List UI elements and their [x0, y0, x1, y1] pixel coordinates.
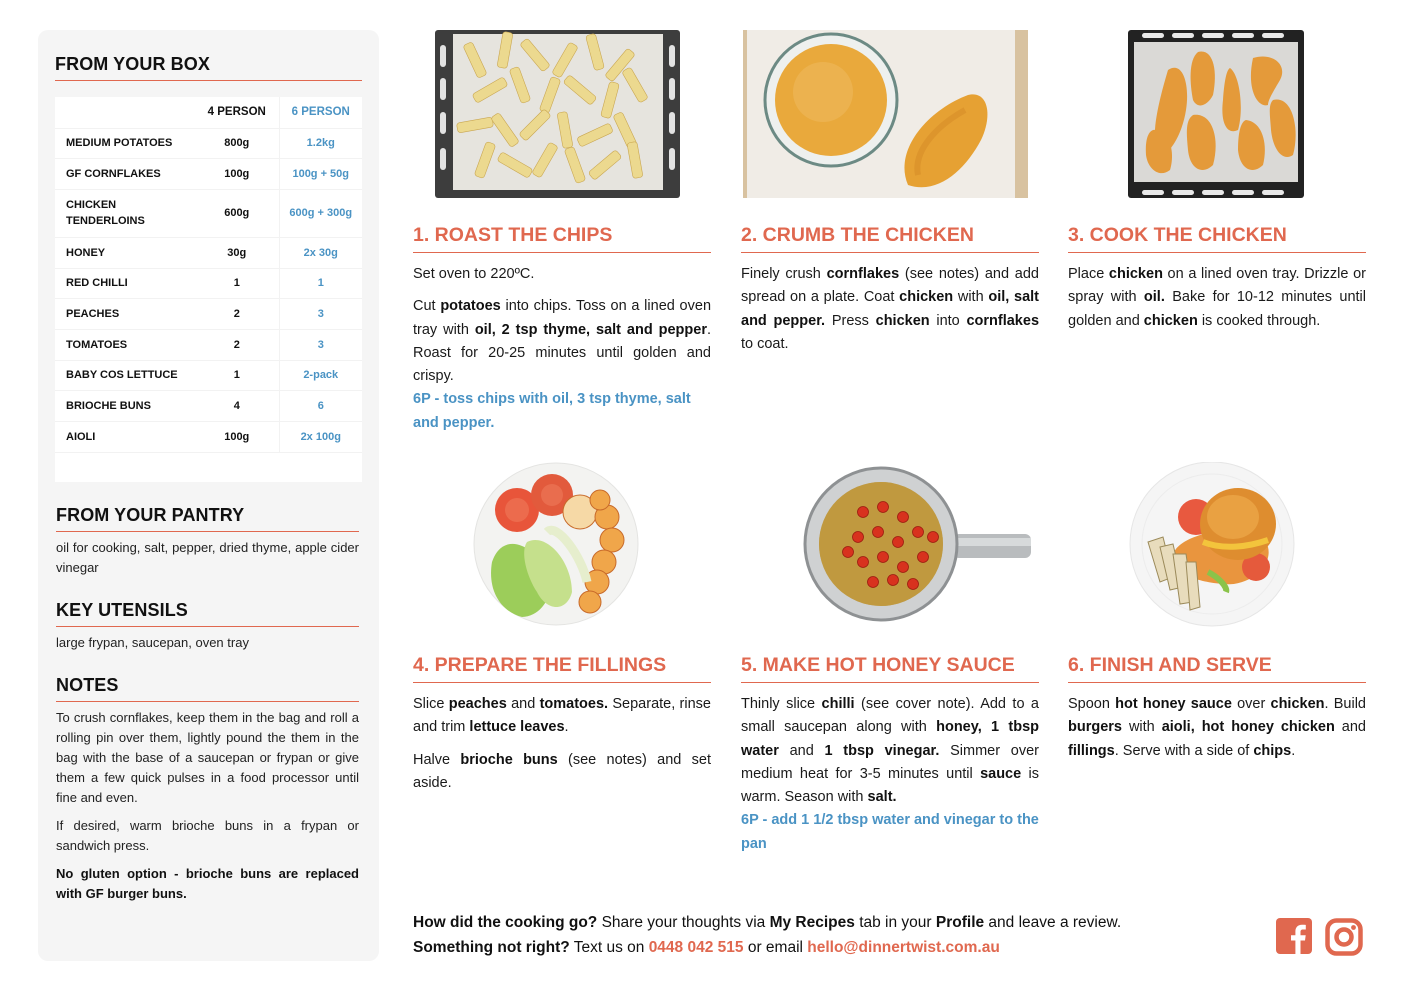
- pantry-text: oil for cooking, salt, pepper, dried thyme, apple cider vinegar: [56, 540, 359, 576]
- crumbed-chicken-image: [743, 30, 1028, 198]
- support-question: Something not right?: [413, 939, 570, 956]
- step-instructions: [413, 693, 711, 795]
- chilli-slice: [858, 557, 869, 568]
- step-6: [1068, 654, 1366, 763]
- ingredient-row: [55, 189, 362, 237]
- notes-section: [55, 675, 359, 904]
- ingredient-name: GF CORNFLAKES: [55, 159, 195, 190]
- six-person-note: 6P - add 1 1/2 tbsp water and vinegar to the pan: [741, 812, 1039, 852]
- ingredient-name: BRIOCHE BUNS: [55, 391, 195, 422]
- table-header-row: [55, 97, 362, 128]
- step-instructions: [741, 263, 1039, 356]
- quantity-4-person: 4: [195, 391, 279, 422]
- chilli-slice: [898, 512, 909, 523]
- quantity-6-person: 1.2kg: [279, 128, 362, 159]
- notes-text: [56, 708, 359, 904]
- step-instructions: [1068, 263, 1366, 333]
- review-text: Share your thoughts via: [597, 914, 770, 931]
- step-5: [741, 654, 1039, 856]
- ingredient-name: HONEY: [55, 237, 195, 268]
- ingredient-name: BABY COS LETTUCE: [55, 360, 195, 391]
- instruction-paragraph: Finely crush cornflakes (see notes) and add spread on a plate. Coat chicken with oil, salt and pepper. Press chicken into cornflakes to coat.: [741, 266, 1040, 352]
- fillings-plate-image: [472, 462, 640, 627]
- step-2: [741, 224, 1039, 356]
- notes-heading: NOTES: [56, 675, 359, 702]
- roasted-chips-image: [435, 30, 680, 198]
- gluten-free-note: No gluten option - brioche buns are replaced with GF burger buns.: [56, 866, 359, 902]
- step-instructions: [1068, 693, 1366, 763]
- from-your-box-heading: FROM YOUR BOX: [55, 54, 362, 81]
- quantity-4-person: 1: [195, 360, 279, 391]
- instruction-paragraph: Spoon hot honey sauce over chicken. Build burgers with aioli, hot honey chicken and fillings. Serve with a side of chips.: [1068, 696, 1366, 759]
- quantity-4-person: 800g: [195, 128, 279, 159]
- quantity-6-person: 100g + 50g: [279, 159, 362, 190]
- chilli-slice: [928, 532, 939, 543]
- step-instructions: [741, 693, 1039, 856]
- cooked-chicken-tray-image: [1128, 30, 1304, 198]
- ingredient-row: [55, 159, 362, 190]
- instruction-paragraph: Set oven to 220ºC.: [413, 266, 535, 282]
- chilli-slice: [913, 527, 924, 538]
- column-header-ingredient: [55, 97, 195, 128]
- column-header-6-person: 6 PERSON: [279, 97, 362, 128]
- instruction-paragraph: Thinly slice chilli (see cover note). Add to a small saucepan along with honey, 1 tbsp water and 1 tbsp vinegar. Simmer over medium heat for 3-5 minutes until sauce is warm. Season with salt.: [741, 696, 1039, 806]
- ingredient-name: RED CHILLI: [55, 268, 195, 299]
- step-title: 6. FINISH AND SERVE: [1068, 654, 1366, 683]
- step-title: 1. ROAST THE CHIPS: [413, 224, 711, 253]
- utensils-section: [55, 600, 359, 653]
- chilli-slice: [908, 579, 919, 590]
- instruction-paragraph: Slice peaches and tomatoes. Separate, rinse and trim lettuce leaves.: [413, 696, 711, 736]
- phone-link[interactable]: 0448 042 515: [648, 939, 744, 956]
- chilli-slice: [843, 547, 854, 558]
- ingredient-name: AIOLI: [55, 422, 195, 453]
- review-line: [413, 910, 1233, 935]
- review-text: and leave a review.: [984, 914, 1122, 931]
- chilli-slice: [888, 575, 899, 586]
- ingredient-row: [55, 237, 362, 268]
- chilli-slice: [878, 502, 889, 513]
- quantity-4-person: 100g: [195, 422, 279, 453]
- quantity-4-person: 2: [195, 299, 279, 330]
- quantity-6-person: 3: [279, 329, 362, 360]
- instruction-paragraph: Place chicken on a lined oven tray. Drizzle or spray with oil. Bake for 10-12 minutes until golden and chicken is cooked through.: [1068, 266, 1366, 329]
- chilli-slice: [878, 552, 889, 563]
- my-recipes-link[interactable]: My Recipes: [769, 914, 855, 931]
- ingredient-name: MEDIUM POTATOES: [55, 128, 195, 159]
- note-paragraph: If desired, warm brioche buns in a frypan or sandwich press.: [56, 818, 359, 854]
- feedback-footer: [413, 910, 1233, 960]
- facebook-icon[interactable]: [1276, 918, 1312, 954]
- burger-plate-image: [1128, 462, 1296, 627]
- ingredients-table: [55, 97, 362, 482]
- ingredient-name: PEACHES: [55, 299, 195, 330]
- step-4: [413, 654, 711, 795]
- step-title: 5. MAKE HOT HONEY SAUCE: [741, 654, 1039, 683]
- ingredient-row: [55, 299, 362, 330]
- quantity-4-person: 2: [195, 329, 279, 360]
- ingredient-row: [55, 360, 362, 391]
- email-link[interactable]: hello@dinnertwist.com.au: [807, 939, 1000, 956]
- step-title: 4. PREPARE THE FILLINGS: [413, 654, 711, 683]
- column-header-4-person: 4 PERSON: [195, 97, 279, 128]
- ingredient-name: TOMATOES: [55, 329, 195, 360]
- quantity-4-person: 600g: [195, 189, 279, 237]
- table-spacer: [55, 452, 362, 482]
- utensils-text: large frypan, saucepan, oven tray: [56, 635, 249, 651]
- step-instructions: [413, 263, 711, 435]
- instruction-paragraph: Halve brioche buns (see notes) and set aside.: [413, 751, 711, 791]
- quantity-6-person: 2x 30g: [279, 237, 362, 268]
- ingredient-row: [55, 422, 362, 453]
- chilli-slice: [873, 527, 884, 538]
- chilli-slice: [868, 577, 879, 588]
- review-question: How did the cooking go?: [413, 914, 598, 931]
- step-title: 3. COOK THE CHICKEN: [1068, 224, 1366, 253]
- chilli-slice: [858, 507, 869, 518]
- ingredient-row: [55, 329, 362, 360]
- ingredient-row: [55, 268, 362, 299]
- ingredient-name: CHICKEN TENDERLOINS: [55, 189, 195, 237]
- quantity-4-person: 100g: [195, 159, 279, 190]
- contact-line: [413, 935, 1233, 960]
- pantry-heading: FROM YOUR PANTRY: [56, 505, 359, 532]
- chilli-slice: [893, 537, 904, 548]
- quantity-6-person: 2x 100g: [279, 422, 362, 453]
- chilli-slice: [918, 552, 929, 563]
- quantity-4-person: 1: [195, 268, 279, 299]
- six-person-note: 6P - toss chips with oil, 3 tsp thyme, salt and pepper.: [413, 391, 691, 431]
- step-3: [1068, 224, 1366, 333]
- chilli-slice: [898, 562, 909, 573]
- utensils-heading: KEY UTENSILS: [56, 600, 359, 627]
- step-1: [413, 224, 711, 435]
- pantry-section: [55, 505, 359, 578]
- contact-text: Text us on: [569, 939, 649, 956]
- quantity-4-person: 30g: [195, 237, 279, 268]
- ingredient-row: [55, 391, 362, 422]
- quantity-6-person: 3: [279, 299, 362, 330]
- step-title: 2. CRUMB THE CHICKEN: [741, 224, 1039, 253]
- quantity-6-person: 600g + 300g: [279, 189, 362, 237]
- profile-link[interactable]: Profile: [935, 914, 985, 931]
- instruction-paragraph: Cut potatoes into chips. Toss on a lined oven tray with oil, 2 tsp thyme, salt and pepper. Roast for 20-25 minutes until golden and crispy.: [413, 298, 712, 385]
- quantity-6-person: 1: [279, 268, 362, 299]
- review-text: tab in your: [854, 914, 936, 931]
- hot-honey-saucepan-image: [803, 462, 1031, 627]
- note-paragraph: To crush cornflakes, keep them in the bag and roll a rolling pin over them, lightly pound the them in the bag with the base of a saucepan or frypan or give them a few quick pulses in a food processor until fine and even.: [56, 710, 359, 806]
- instagram-icon[interactable]: [1325, 918, 1363, 956]
- quantity-6-person: 2-pack: [279, 360, 362, 391]
- chilli-slice: [853, 532, 864, 543]
- sidebar: [38, 30, 379, 961]
- quantity-6-person: 6: [279, 391, 362, 422]
- contact-text: or email: [743, 939, 808, 956]
- ingredient-row: [55, 128, 362, 159]
